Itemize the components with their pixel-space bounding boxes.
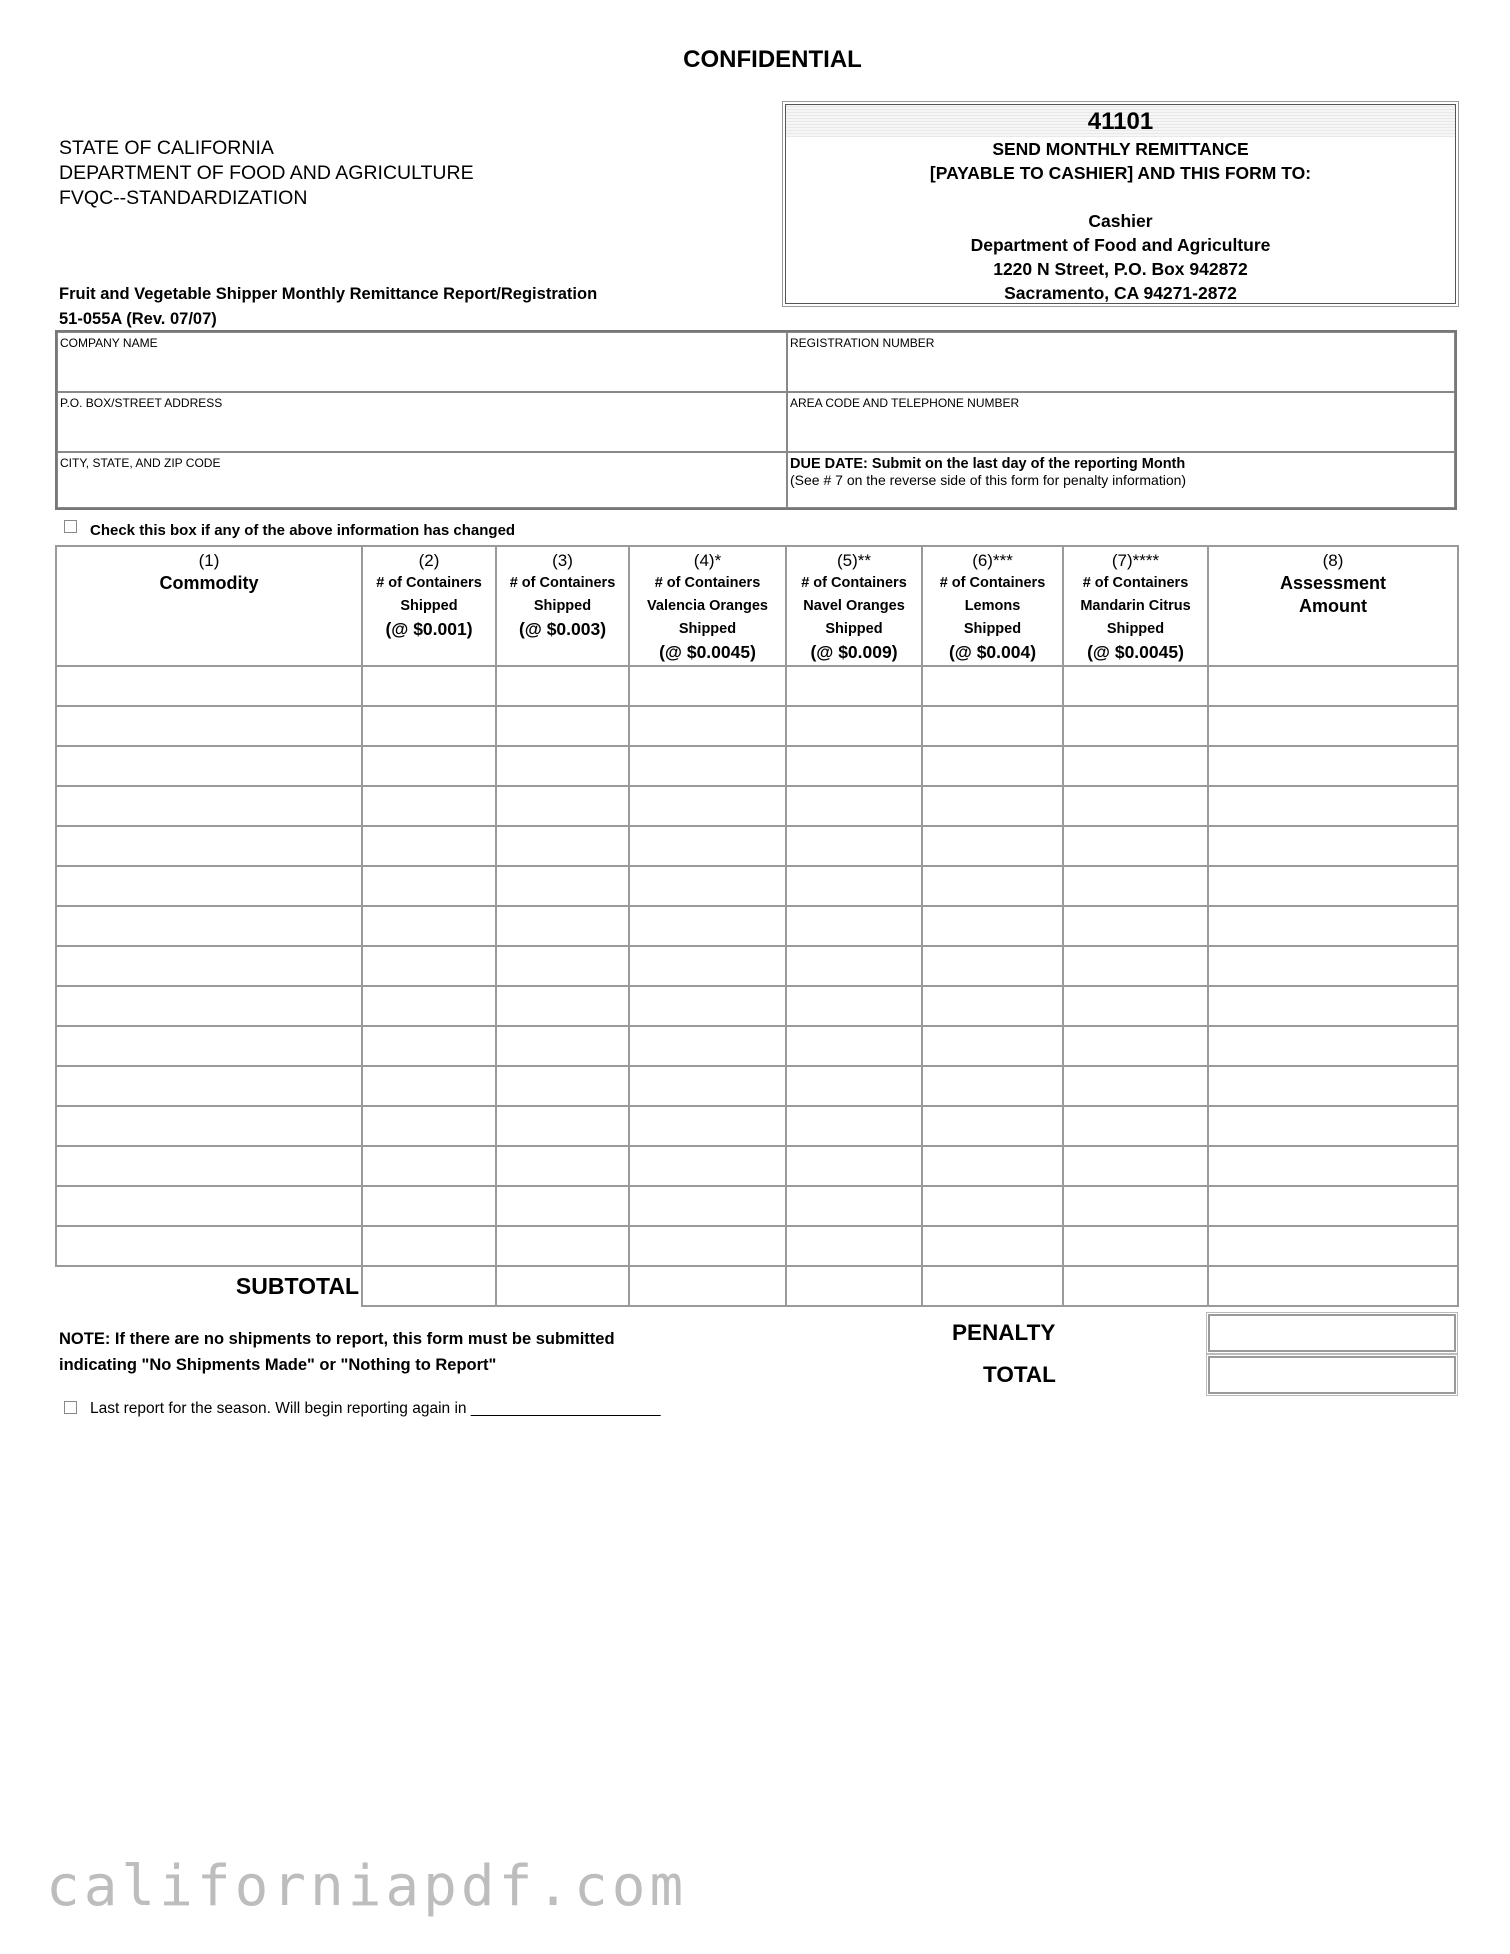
entry-cell[interactable] bbox=[922, 1066, 1063, 1106]
entry-cell[interactable] bbox=[1063, 666, 1208, 706]
entry-cell[interactable] bbox=[786, 946, 922, 986]
agency-line: STATE OF CALIFORNIA bbox=[59, 137, 274, 159]
column-title: Mandarin Citrus bbox=[1080, 598, 1191, 614]
company-info-grid bbox=[55, 330, 1457, 510]
subtotal-cell[interactable] bbox=[362, 1266, 496, 1306]
column-title: # of Containers bbox=[509, 575, 616, 591]
table-row bbox=[56, 1226, 1458, 1266]
column-title: Shipped bbox=[533, 598, 592, 614]
entry-cell[interactable] bbox=[1208, 1146, 1458, 1186]
column-header-lemons bbox=[922, 546, 1063, 666]
column-header-containers-2 bbox=[362, 546, 496, 666]
entry-cell[interactable] bbox=[362, 986, 496, 1026]
agency-line: DEPARTMENT OF FOOD AND AGRICULTURE bbox=[59, 162, 474, 184]
column-number: (8) bbox=[1322, 551, 1344, 570]
entry-cell[interactable] bbox=[629, 706, 786, 746]
column-number: (6)*** bbox=[972, 551, 1013, 570]
entry-cell[interactable] bbox=[922, 706, 1063, 746]
entry-cell[interactable] bbox=[629, 946, 786, 986]
entry-cell[interactable] bbox=[786, 1026, 922, 1066]
table-row bbox=[56, 986, 1458, 1026]
entry-cell[interactable] bbox=[629, 986, 786, 1026]
entry-cell[interactable] bbox=[496, 1226, 629, 1266]
field-label: AREA CODE AND TELEPHONE NUMBER bbox=[790, 396, 1020, 410]
entry-cell[interactable] bbox=[56, 866, 362, 906]
field-label: COMPANY NAME bbox=[60, 336, 158, 350]
subtotal-label: SUBTOTAL bbox=[235, 1273, 359, 1299]
entry-cell[interactable] bbox=[1063, 826, 1208, 866]
entry-cell[interactable] bbox=[1063, 706, 1208, 746]
due-date-text: DUE DATE: Submit on the last day of the reporting Month bbox=[790, 456, 1186, 472]
column-title: Shipped bbox=[678, 621, 737, 637]
entry-cell[interactable] bbox=[922, 786, 1063, 826]
entry-cell[interactable] bbox=[786, 706, 922, 746]
entry-cell[interactable] bbox=[1208, 706, 1458, 746]
agency-line: FVQC--STANDARDIZATION bbox=[59, 187, 308, 209]
field-label: P.O. BOX/STREET ADDRESS bbox=[60, 396, 223, 410]
phone-field[interactable] bbox=[787, 392, 1455, 452]
entry-cell[interactable] bbox=[786, 786, 922, 826]
entry-cell[interactable] bbox=[1063, 866, 1208, 906]
form-number: 51-055A (Rev. 07/07) bbox=[59, 310, 217, 328]
column-title: Navel Oranges bbox=[803, 598, 905, 614]
entry-cell[interactable] bbox=[362, 706, 496, 746]
entry-cell[interactable] bbox=[362, 1226, 496, 1266]
entry-cell[interactable] bbox=[922, 906, 1063, 946]
note-line: indicating "No Shipments Made" or "Nothing to Report" bbox=[59, 1356, 497, 1374]
entry-cell[interactable] bbox=[629, 666, 786, 706]
column-title: Shipped bbox=[963, 621, 1022, 637]
table-row bbox=[56, 866, 1458, 906]
column-header-navel-oranges bbox=[786, 546, 922, 666]
entry-cell[interactable] bbox=[1063, 1066, 1208, 1106]
column-rate: (@ $0.003) bbox=[518, 619, 607, 639]
entry-cell[interactable] bbox=[362, 826, 496, 866]
column-header-assessment-amount bbox=[1208, 546, 1458, 666]
field-label: CITY, STATE, AND ZIP CODE bbox=[60, 456, 221, 470]
entry-cell[interactable] bbox=[56, 666, 362, 706]
entry-cell[interactable] bbox=[629, 1226, 786, 1266]
entry-cell[interactable] bbox=[496, 1106, 629, 1146]
entry-cell[interactable] bbox=[629, 746, 786, 786]
subtotal-cell[interactable] bbox=[922, 1266, 1063, 1306]
agency-block bbox=[59, 136, 474, 211]
table-row bbox=[56, 1106, 1458, 1146]
entry-cell[interactable] bbox=[922, 666, 1063, 706]
subtotal-row bbox=[56, 1266, 1458, 1306]
entry-cell[interactable] bbox=[56, 826, 362, 866]
entry-cell[interactable] bbox=[496, 1066, 629, 1106]
column-header-valencia-oranges bbox=[629, 546, 786, 666]
subtotal-cell[interactable] bbox=[1063, 1266, 1208, 1306]
entry-cell[interactable] bbox=[629, 826, 786, 866]
entry-cell[interactable] bbox=[362, 1026, 496, 1066]
entry-cell[interactable] bbox=[496, 786, 629, 826]
entry-cell[interactable] bbox=[496, 666, 629, 706]
entry-cell[interactable] bbox=[362, 1106, 496, 1146]
due-date-info bbox=[787, 452, 1455, 508]
entry-cell[interactable] bbox=[922, 1186, 1063, 1226]
subtotal-cell[interactable] bbox=[1208, 1266, 1458, 1306]
column-title: Shipped bbox=[400, 598, 458, 614]
remit-address-line: Sacramento, CA 94271-2872 bbox=[1004, 283, 1237, 303]
entry-cell[interactable] bbox=[496, 866, 629, 906]
entry-cell[interactable] bbox=[629, 1146, 786, 1186]
entry-cell[interactable] bbox=[922, 946, 1063, 986]
entry-cell[interactable] bbox=[786, 1106, 922, 1146]
city-state-zip-field[interactable] bbox=[57, 452, 787, 508]
entry-cell[interactable] bbox=[56, 706, 362, 746]
column-number: (3) bbox=[552, 551, 573, 570]
entry-cell[interactable] bbox=[496, 1026, 629, 1066]
entry-cell[interactable] bbox=[56, 1226, 362, 1266]
entry-cell[interactable] bbox=[922, 1026, 1063, 1066]
entry-cell[interactable] bbox=[1063, 1106, 1208, 1146]
total-input[interactable] bbox=[1208, 1356, 1456, 1394]
entry-cell[interactable] bbox=[56, 1106, 362, 1146]
entry-cell[interactable] bbox=[1208, 986, 1458, 1026]
entry-cell[interactable] bbox=[362, 906, 496, 946]
info-changed-checkbox[interactable] bbox=[64, 520, 77, 533]
entry-cell[interactable] bbox=[1208, 1066, 1458, 1106]
column-title: Commodity bbox=[159, 573, 259, 593]
entry-cell[interactable] bbox=[56, 986, 362, 1026]
confidential-heading: CONFIDENTIAL bbox=[683, 46, 862, 73]
entry-cell[interactable] bbox=[1208, 866, 1458, 906]
table-row bbox=[56, 946, 1458, 986]
shipment-table-wrap bbox=[55, 545, 1457, 1307]
table-row bbox=[56, 706, 1458, 746]
shipment-table bbox=[55, 545, 1459, 1307]
entry-cell[interactable] bbox=[496, 1186, 629, 1226]
entry-cell[interactable] bbox=[496, 986, 629, 1026]
column-number: (7)**** bbox=[1111, 551, 1160, 570]
entry-cell[interactable] bbox=[922, 826, 1063, 866]
registration-number-field[interactable] bbox=[787, 332, 1455, 392]
column-title: Shipped bbox=[1106, 621, 1165, 637]
entry-cell[interactable] bbox=[786, 746, 922, 786]
column-title: # of Containers bbox=[801, 575, 907, 591]
column-title: Valencia Oranges bbox=[647, 598, 768, 614]
remit-instruction: SEND MONTHLY REMITTANCE bbox=[992, 139, 1249, 159]
entry-cell[interactable] bbox=[362, 1066, 496, 1106]
table-row bbox=[56, 906, 1458, 946]
column-number: (4)* bbox=[693, 551, 722, 570]
entry-cell[interactable] bbox=[496, 746, 629, 786]
table-row bbox=[56, 1066, 1458, 1106]
entry-cell[interactable] bbox=[629, 906, 786, 946]
entry-cell[interactable] bbox=[1208, 1186, 1458, 1226]
note-line: NOTE: If there are no shipments to report, this form must be submitted bbox=[59, 1330, 615, 1348]
entry-cell[interactable] bbox=[629, 786, 786, 826]
entry-cell[interactable] bbox=[496, 706, 629, 746]
entry-cell[interactable] bbox=[362, 746, 496, 786]
table-row bbox=[56, 746, 1458, 786]
entry-cell[interactable] bbox=[922, 1226, 1063, 1266]
entry-cell[interactable] bbox=[786, 1186, 922, 1226]
entry-cell[interactable] bbox=[496, 826, 629, 866]
watermark: californiapdf.com bbox=[46, 1854, 688, 1919]
table-row bbox=[56, 1186, 1458, 1226]
entry-cell[interactable] bbox=[786, 1226, 922, 1266]
table-row bbox=[56, 826, 1458, 866]
no-shipments-note bbox=[59, 1326, 615, 1378]
entry-cell[interactable] bbox=[922, 866, 1063, 906]
entry-cell[interactable] bbox=[496, 1146, 629, 1186]
total-label: TOTAL bbox=[983, 1362, 1056, 1387]
column-title: # of Containers bbox=[654, 575, 761, 591]
subtotal-cell[interactable] bbox=[496, 1266, 629, 1306]
column-rate: (@ $0.0045) bbox=[659, 642, 756, 662]
table-body bbox=[56, 666, 1458, 1266]
entry-cell[interactable] bbox=[1063, 1226, 1208, 1266]
entry-cell[interactable] bbox=[56, 1066, 362, 1106]
remit-instruction: [PAYABLE TO CASHIER] AND THIS FORM TO: bbox=[929, 163, 1312, 183]
entry-cell[interactable] bbox=[1208, 1106, 1458, 1146]
entry-cell[interactable] bbox=[56, 786, 362, 826]
remit-address-line: Cashier bbox=[1088, 211, 1153, 231]
remit-address-line: Department of Food and Agriculture bbox=[970, 235, 1271, 255]
entry-cell[interactable] bbox=[1063, 1146, 1208, 1186]
entry-cell[interactable] bbox=[786, 666, 922, 706]
entry-cell[interactable] bbox=[56, 1186, 362, 1226]
column-rate: (@ $0.001) bbox=[385, 619, 473, 639]
field-label: REGISTRATION NUMBER bbox=[790, 336, 935, 350]
entry-cell[interactable] bbox=[629, 1066, 786, 1106]
entry-cell[interactable] bbox=[786, 986, 922, 1026]
entry-cell[interactable] bbox=[1063, 986, 1208, 1026]
entry-cell[interactable] bbox=[1208, 666, 1458, 706]
entry-cell[interactable] bbox=[922, 986, 1063, 1026]
entry-cell[interactable] bbox=[786, 1146, 922, 1186]
address-field[interactable] bbox=[57, 392, 787, 452]
column-number: (5)** bbox=[836, 551, 871, 570]
entry-cell[interactable] bbox=[496, 946, 629, 986]
entry-cell[interactable] bbox=[1063, 786, 1208, 826]
column-title: Assessment bbox=[1279, 573, 1387, 593]
entry-cell[interactable] bbox=[1208, 826, 1458, 866]
entry-cell[interactable] bbox=[786, 906, 922, 946]
column-number: (1) bbox=[198, 551, 220, 570]
entry-cell[interactable] bbox=[1063, 946, 1208, 986]
entry-cell[interactable] bbox=[1208, 746, 1458, 786]
remit-address-line: 1220 N Street, P.O. Box 942872 bbox=[993, 259, 1248, 279]
entry-cell[interactable] bbox=[362, 1146, 496, 1186]
company-name-field[interactable] bbox=[57, 332, 787, 392]
column-title: Amount bbox=[1299, 596, 1367, 616]
entry-cell[interactable] bbox=[1208, 1226, 1458, 1266]
column-title: Shipped bbox=[825, 621, 883, 637]
column-rate: (@ $0.004) bbox=[948, 642, 1037, 662]
entry-cell[interactable] bbox=[362, 946, 496, 986]
entry-cell[interactable] bbox=[56, 946, 362, 986]
penalty-label: PENALTY bbox=[952, 1320, 1056, 1345]
last-report-label: Last report for the season. Will begin reporting again in ______________________ bbox=[90, 1400, 661, 1417]
remittance-box bbox=[785, 104, 1456, 304]
entry-cell[interactable] bbox=[362, 786, 496, 826]
entry-cell[interactable] bbox=[362, 666, 496, 706]
entry-cell[interactable] bbox=[1063, 746, 1208, 786]
last-report-checkbox[interactable] bbox=[64, 1401, 77, 1414]
entry-cell[interactable] bbox=[922, 746, 1063, 786]
penalty-input[interactable] bbox=[1208, 1314, 1456, 1352]
entry-cell[interactable] bbox=[629, 866, 786, 906]
column-title: Lemons bbox=[964, 598, 1021, 614]
entry-cell[interactable] bbox=[496, 906, 629, 946]
entry-cell[interactable] bbox=[922, 1106, 1063, 1146]
entry-cell[interactable] bbox=[1208, 786, 1458, 826]
entry-cell[interactable] bbox=[786, 1066, 922, 1106]
entry-cell[interactable] bbox=[56, 906, 362, 946]
form-title-block bbox=[59, 282, 597, 332]
entry-cell[interactable] bbox=[629, 1026, 786, 1066]
entry-cell[interactable] bbox=[786, 866, 922, 906]
entry-cell[interactable] bbox=[922, 1146, 1063, 1186]
entry-cell[interactable] bbox=[56, 1146, 362, 1186]
table-row bbox=[56, 786, 1458, 826]
entry-cell[interactable] bbox=[1063, 906, 1208, 946]
column-header-containers-3 bbox=[496, 546, 629, 666]
entry-cell[interactable] bbox=[56, 1026, 362, 1066]
entry-cell[interactable] bbox=[1208, 1026, 1458, 1066]
subtotal-cell[interactable] bbox=[786, 1266, 922, 1306]
info-changed-label: Check this box if any of the above information has changed bbox=[90, 522, 516, 539]
entry-cell[interactable] bbox=[1063, 1186, 1208, 1226]
entry-cell[interactable] bbox=[786, 826, 922, 866]
remittance-code: 41101 bbox=[786, 105, 1455, 137]
entry-cell[interactable] bbox=[1208, 906, 1458, 946]
subtotal-cell[interactable] bbox=[629, 1266, 786, 1306]
column-header-mandarin-citrus bbox=[1063, 546, 1208, 666]
column-title: # of Containers bbox=[376, 575, 482, 591]
due-date-note: (See # 7 on the reverse side of this form for penalty information) bbox=[790, 472, 1187, 488]
table-row bbox=[56, 1146, 1458, 1186]
entry-cell[interactable] bbox=[629, 1106, 786, 1146]
entry-cell[interactable] bbox=[362, 866, 496, 906]
table-header-row bbox=[56, 546, 1458, 666]
entry-cell[interactable] bbox=[629, 1186, 786, 1226]
entry-cell[interactable] bbox=[362, 1186, 496, 1226]
entry-cell[interactable] bbox=[56, 746, 362, 786]
entry-cell[interactable] bbox=[1208, 946, 1458, 986]
table-row bbox=[56, 666, 1458, 706]
column-rate: (@ $0.009) bbox=[810, 642, 898, 662]
form-title: Fruit and Vegetable Shipper Monthly Remittance Report/Registration bbox=[59, 285, 598, 303]
column-title: # of Containers bbox=[939, 575, 1046, 591]
column-header-commodity bbox=[56, 546, 362, 666]
table-row bbox=[56, 1026, 1458, 1066]
column-number: (2) bbox=[418, 551, 440, 570]
column-title: # of Containers bbox=[1082, 575, 1189, 591]
entry-cell[interactable] bbox=[1063, 1026, 1208, 1066]
column-rate: (@ $0.0045) bbox=[1087, 642, 1184, 662]
